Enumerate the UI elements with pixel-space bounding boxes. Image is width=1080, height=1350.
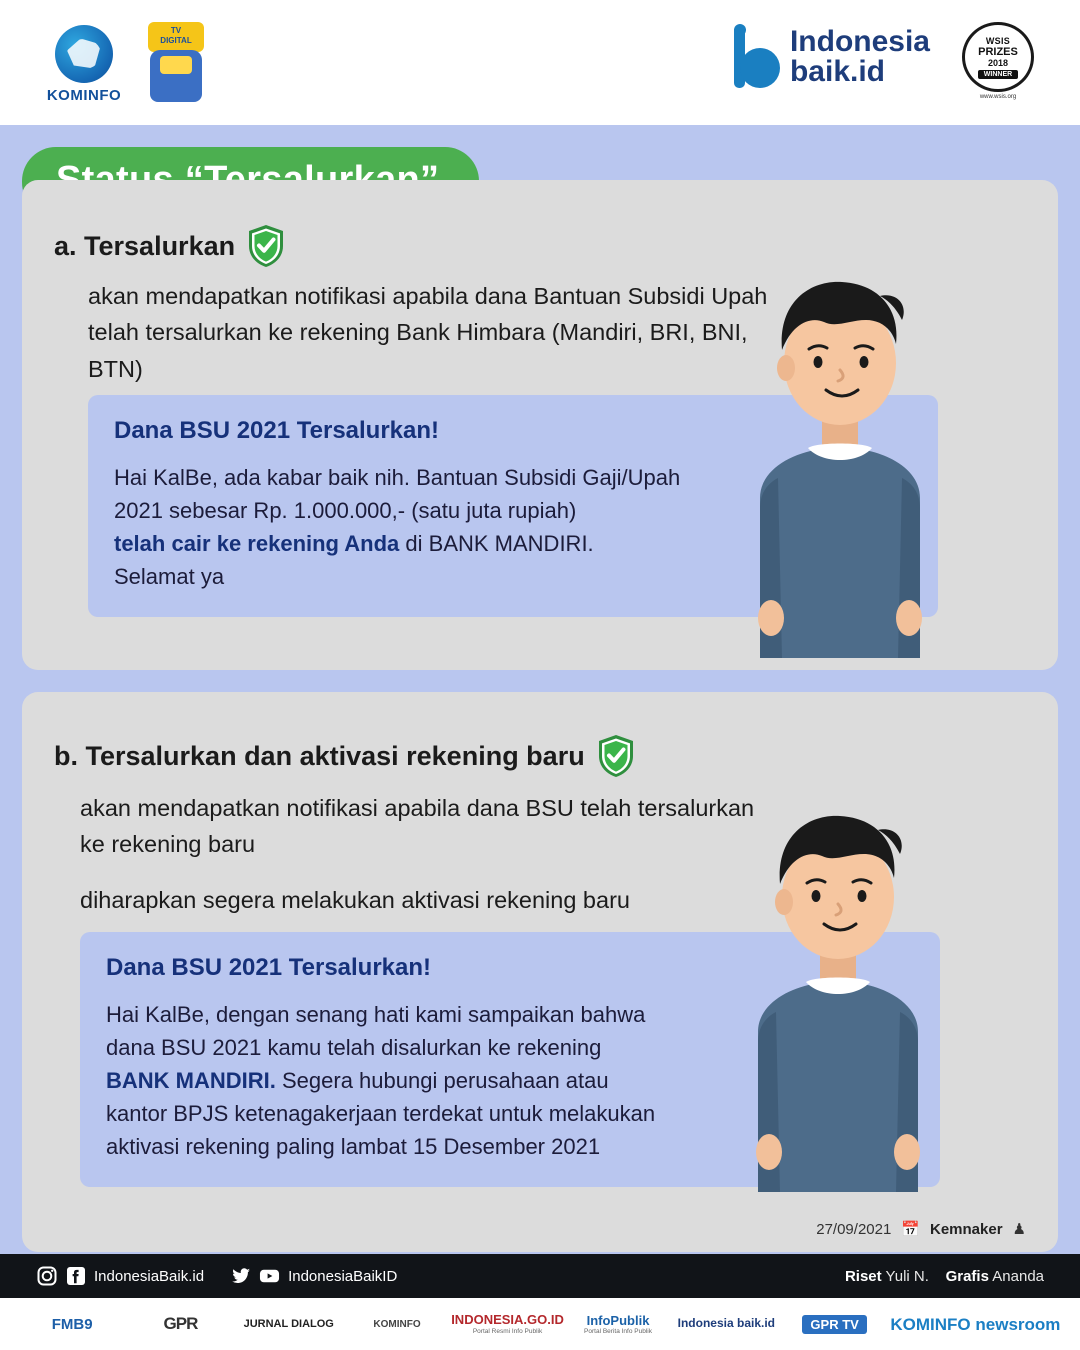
section-a-heading-text: a. Tersalurkan	[54, 230, 236, 261]
section-a-heading	[54, 224, 285, 268]
notification-b-title: Dana BSU 2021 Tersalurkan!	[106, 954, 432, 981]
person-illustration-a	[730, 258, 950, 658]
wsis-award-badge	[952, 22, 1044, 100]
tv-mascot-body	[150, 50, 202, 102]
twitter-handle[interactable]: IndonesiaBaikID	[288, 1267, 398, 1285]
partner-kominfo-label: KOMINFO	[373, 1318, 421, 1330]
source-name: Kemnaker	[930, 1220, 1003, 1238]
tv-digital-badge	[148, 22, 204, 52]
partner-infopublik-label	[584, 1313, 652, 1335]
partner-logo-fmb9	[18, 1298, 126, 1350]
indonesiabaik-b-icon	[734, 26, 780, 88]
source-mark-icon: ♟	[1012, 1221, 1026, 1238]
brand-line-2: baik.id	[789, 55, 885, 88]
notif-a-line4: Selamat ya	[114, 564, 225, 589]
notif-a-line2: 2021 sebesar Rp. 1.000.000,- (satu juta rupiah)	[114, 498, 577, 523]
partner-indonesiabaik-label: Indonesia baik.id	[677, 1316, 775, 1331]
partner-gprtv-label: GPR TV	[802, 1315, 866, 1334]
instagram-icon[interactable]	[36, 1266, 57, 1287]
shield-check-icon	[247, 224, 285, 268]
wsis-line-3: 2018	[987, 57, 1009, 68]
partner-logo-indonesiagoid	[451, 1298, 564, 1350]
partner-logo-infopublik	[564, 1298, 672, 1350]
partner-fmb9-label: FMB9	[51, 1315, 93, 1333]
section-b-body-2: diharapkan segera melakukan aktivasi rekening baru	[80, 887, 630, 913]
source-meta	[816, 1220, 1026, 1238]
youtube-icon[interactable]	[259, 1266, 280, 1287]
wsis-url: www.wsis.org	[979, 94, 1017, 100]
partner-infopublik-sub: Portal Berita Info Publik	[584, 1328, 652, 1335]
partner-jurnaldialog-label: JURNAL DIALOG	[243, 1317, 334, 1330]
brand-line-1: Indonesia	[789, 25, 930, 58]
tv-digital-mascot-icon	[140, 22, 212, 106]
kominfo-logo-label: KOMINFO	[46, 86, 122, 104]
facebook-icon[interactable]	[65, 1266, 86, 1287]
partner-newsroom-label: KOMINFO newsroom	[890, 1314, 1061, 1334]
tv-badge-line2: DIGITAL	[160, 36, 192, 45]
notif-b-line2: dana BSU 2021 kamu telah disalurkan ke rekening	[106, 1035, 602, 1060]
notif-b-line4: kantor BPJS ketenagakerjaan terdekat untuk melakukan	[106, 1101, 656, 1126]
notif-b-line1: Hai KalBe, dengan senang hati kami sampaikan bahwa	[106, 1002, 646, 1027]
notif-b-line5: aktivasi rekening paling lambat 15 Desember 2021	[106, 1134, 601, 1159]
section-b-heading-text: b. Tersalurkan dan aktivasi rekening baru	[54, 740, 585, 771]
partner-logo-kominfo	[343, 1298, 451, 1350]
shield-check-icon	[597, 734, 635, 778]
credit-riset-name: Yuli N.	[885, 1267, 929, 1285]
partner-gpr-label: GPR	[163, 1314, 198, 1333]
kominfo-mark-icon	[55, 25, 113, 83]
indonesiabaik-logo	[734, 26, 930, 88]
wsis-line-2: PRIZES	[978, 45, 1018, 58]
partner-logo-kominfo-newsroom	[889, 1298, 1062, 1350]
partner-indonesiagoid-name: INDONESIA.GO.ID	[451, 1312, 564, 1328]
partner-logo-indonesiabaik	[672, 1298, 780, 1350]
notif-a-line3: di BANK MANDIRI.	[399, 531, 594, 556]
partner-logo-jurnal-dialog	[235, 1298, 343, 1350]
notif-b-line3: Segera hubungi perusahaan atau	[275, 1068, 609, 1093]
credit-grafis-name: Ananda	[992, 1267, 1044, 1285]
facebook-handle[interactable]: IndonesiaBaik.id	[94, 1267, 205, 1285]
partner-infopublik-name: InfoPublik	[586, 1313, 650, 1328]
person-illustration-b	[728, 792, 948, 1192]
partner-logo-gprtv	[780, 1298, 888, 1350]
notif-a-bold: telah cair ke rekening Anda	[114, 531, 400, 556]
wsis-line-1: WSIS	[985, 35, 1011, 46]
tv-badge-line1: TV	[170, 26, 182, 35]
social-footer-bar	[0, 1254, 1080, 1298]
publish-date: 27/09/2021	[816, 1220, 892, 1238]
notif-b-bold: BANK MANDIRI.	[106, 1068, 276, 1093]
partner-logo-gpr	[126, 1298, 234, 1350]
credit-riset-label: Riset	[844, 1267, 882, 1285]
section-card-a	[22, 180, 1058, 670]
notif-a-line1: Hai KalBe, ada kabar baik nih. Bantuan Subsidi Gaji/Upah	[114, 465, 681, 490]
section-card-b	[22, 692, 1058, 1252]
page-header	[0, 0, 1080, 125]
partner-logo-bar	[0, 1298, 1080, 1350]
section-a-body: akan mendapatkan notifikasi apabila dana Bantuan Subsidi Upah telah tersalurkan ke rekening Bank Himbara (Mandiri, BRI, BNI, BTN)	[88, 283, 768, 382]
section-b-body-1: akan mendapatkan notifikasi apabila dana BSU telah tersalurkan ke rekening baru	[80, 795, 755, 858]
twitter-icon[interactable]	[230, 1266, 251, 1287]
partner-indonesiagoid-label	[451, 1313, 564, 1334]
calendar-icon: 📅	[901, 1221, 920, 1238]
wsis-line-4: WINNER	[978, 70, 1018, 79]
credit-grafis-label: Grafis	[945, 1267, 989, 1285]
kominfo-logo	[38, 18, 130, 110]
section-b-heading	[54, 734, 635, 778]
partner-indonesiagoid-sub: Portal Resmi Info Publik	[472, 1327, 543, 1335]
notification-a-title: Dana BSU 2021 Tersalurkan!	[114, 417, 440, 444]
credits	[845, 1268, 1044, 1285]
